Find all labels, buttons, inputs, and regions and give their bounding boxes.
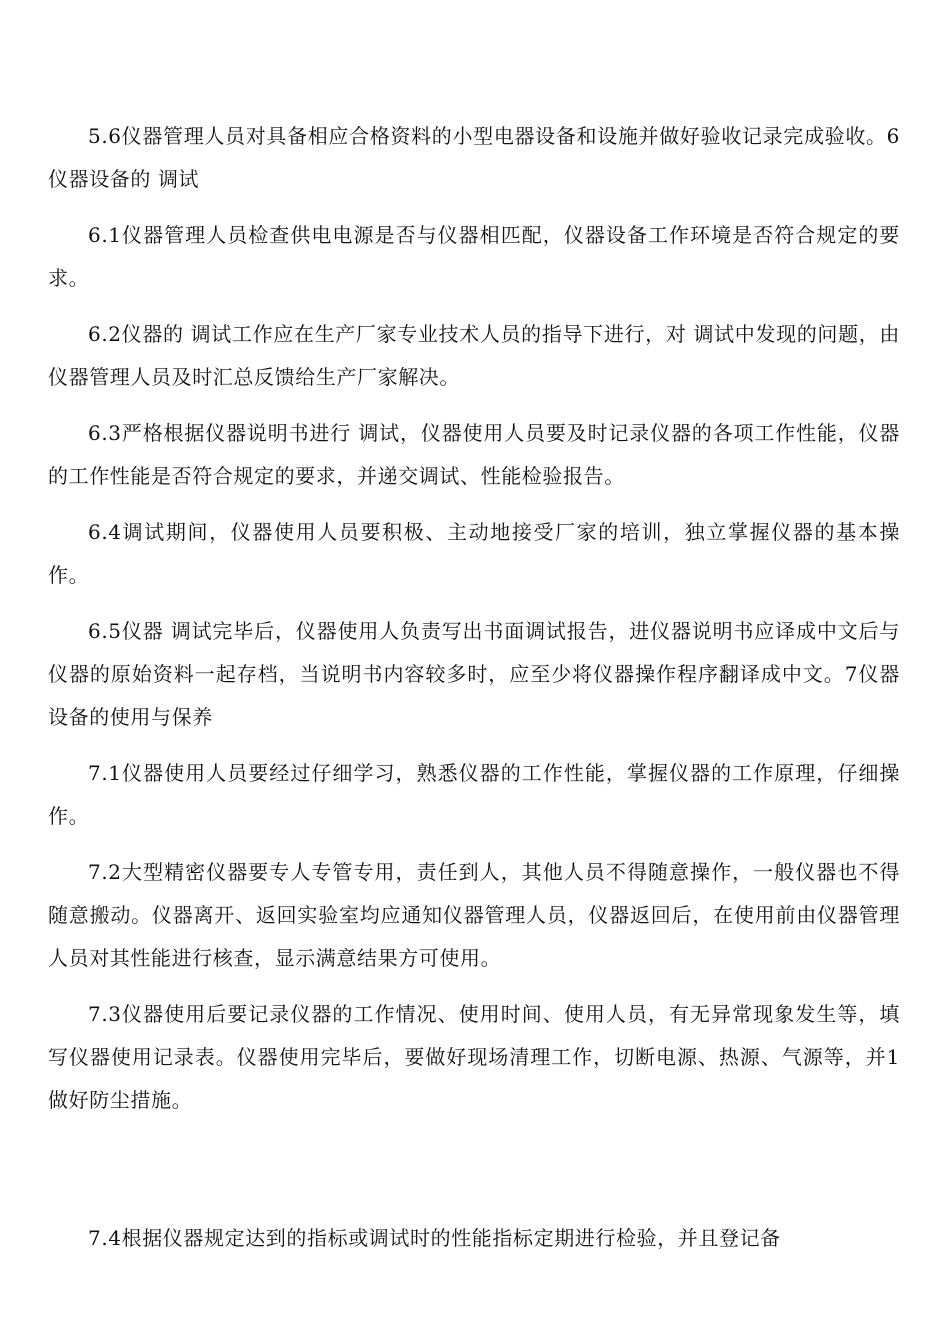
body-text-block <box>48 115 900 1122</box>
paragraph-6-2: 6.2仪器的 调试工作应在生产厂家专业技术人员的指导下进行，对 调试中发现的问题，由仪器管理人员及时汇总反馈给生产厂家解决。 <box>48 322 900 389</box>
paragraph-6-3: 6.3严格根据仪器说明书进行 调试，仪器使用人员要及时记录仪器的各项工作性能，仪器的工作性能是否符合规定的要求，并递交调试、性能检验报告。 <box>48 421 900 488</box>
paragraph-5-6: 5.6仪器管理人员对具备相应合格资料的小型电器设备和设施并做好验收记录完成验收。6仪器设备的 调试 <box>48 124 900 191</box>
paragraph-6-5: 6.5仪器 调试完毕后，仪器使用人负责写出书面调试报告，进仪器说明书应译成中文后与仪器的原始资料一起存档，当说明书内容较多时，应至少将仪器操作程序翻译成中文。7仪器设备的使用与保养 <box>48 619 900 729</box>
paragraph-6-1: 6.1仪器管理人员检查供电电源是否与仪器相匹配，仪器设备工作环境是否符合规定的要求。 <box>48 223 900 290</box>
paragraph-7-3: 7.3仪器使用后要记录仪器的工作情况、使用时间、使用人员，有无异常现象发生等，填写仪器使用记录表。仪器使用完毕后，要做好现场清理工作，切断电源、热源、气源等，并1做好防尘措施。 <box>48 1002 900 1112</box>
paragraph-7-1: 7.1仪器使用人员要经过仔细学习，熟悉仪器的工作性能，掌握仪器的工作原理，仔细操作。 <box>48 761 900 828</box>
paragraph-6-4: 6.4调试期间，仪器使用人员要积极、主动地接受厂家的培训，独立掌握仪器的基本操作。 <box>48 520 900 587</box>
paragraph-7-4: 7.4根据仪器规定达到的指标或调试时的性能指标定期进行检验，并且登记备 <box>88 1226 781 1250</box>
body-text-block-continued <box>48 1217 900 1260</box>
paragraph-7-2: 7.2大型精密仪器要专人专管专用，责任到人，其他人员不得随意操作，一般仪器也不得随意搬动。仪器离开、返回实验室均应通知仪器管理人员，仪器返回后，在使用前由仪器管理人员对其性能进行核查，显示满意结果方可使用。 <box>48 860 900 970</box>
